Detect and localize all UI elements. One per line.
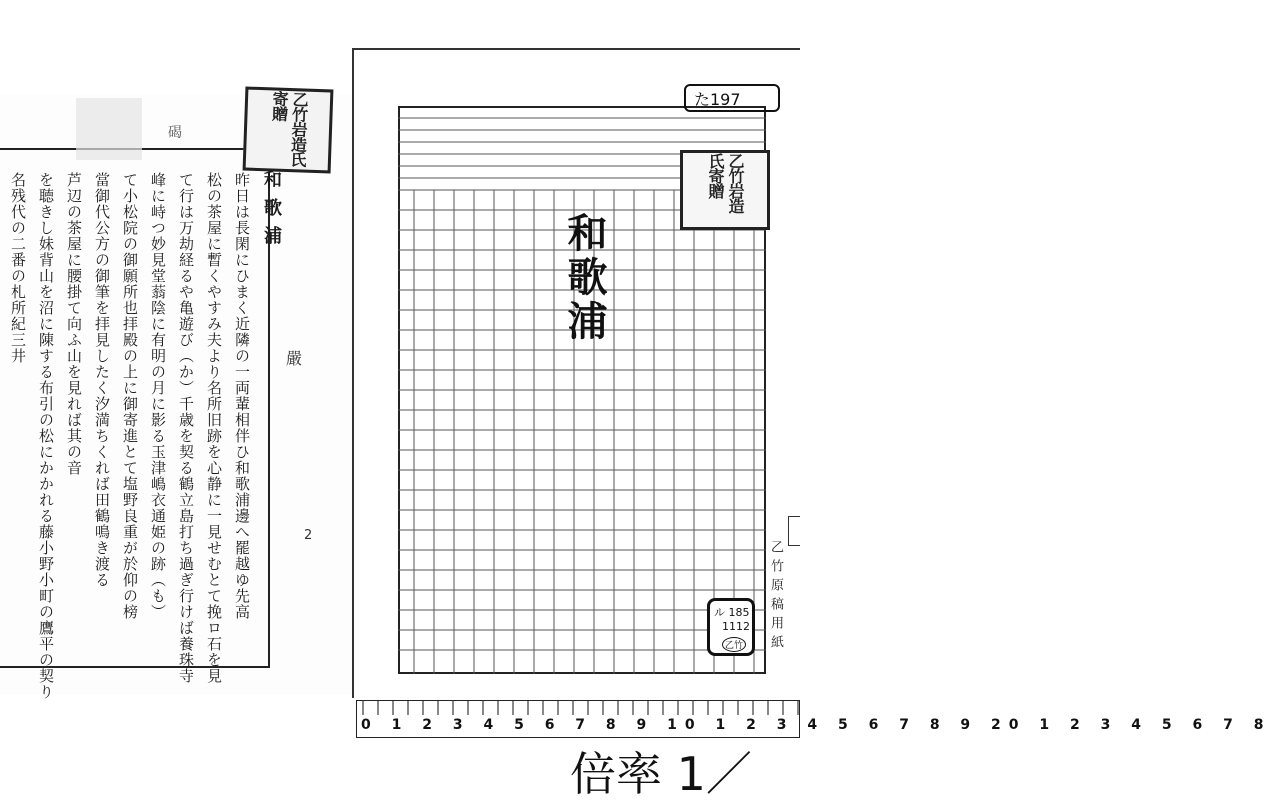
right-seal-text: 乙竹岩造氏寄贈: [706, 153, 745, 213]
shelf-label-line-2: 1112: [722, 620, 750, 633]
manuscript-column-5: て小松院の御願所也拝殿の上に御寄進とて塩野良重が於仰の榜: [121, 172, 139, 620]
shelf-label: [707, 598, 755, 656]
magnification-label: 倍率 1／: [570, 747, 752, 801]
margin-note: 嚴: [286, 349, 303, 368]
right-library-seal: [680, 150, 770, 230]
margin-number: 2: [304, 528, 313, 543]
handwritten-title: 和歌浦: [561, 212, 608, 344]
left-library-seal: [243, 86, 334, 173]
right-edge-tab: [788, 516, 800, 546]
catalog-ref-number: た197: [694, 89, 741, 109]
manuscript-column-4: 峰に峙つ妙見堂蓊陰に有明の月に影る玉津嶋衣通姫の跡（も）: [149, 172, 167, 620]
shelf-label-line-1: ル 185: [714, 606, 750, 619]
left-seal-text: 乙竹岩造氏寄贈: [269, 90, 310, 167]
manuscript-column-9: 名残代の二番の札所紀三井: [9, 172, 27, 364]
manuscript-column-7: 芦辺の茶屋に腰掛て向ふ山を見れば其の音: [65, 172, 83, 476]
top-mark: 碣: [168, 125, 182, 141]
left-page-title: 和歌浦: [261, 170, 282, 254]
ruler-digits: 0 1 2 3 4 5 6 7 8 9 10 1 2 3 4 5 6 7 8 9 20 1 2 3 4 5 6 7 8: [361, 717, 1271, 733]
manuscript-column-6: 當御代公方の御筆を拝見したく汐満ちくれば田鶴鳴き渡る: [93, 172, 111, 588]
shelf-label-seal: 乙竹: [722, 637, 746, 652]
measurement-ruler: [356, 700, 1271, 738]
manuscript-column-8: を聴きし妹背山を沼に陳する布引の松にかかれる藤小野小町の鷹平の契り: [37, 172, 55, 700]
left-faded-stamp: [76, 98, 142, 160]
manuscript-column-1: 昨日は長閑にひまく近隣の一両輩相伴ひ和歌浦邊へ罷越ゆ先高: [233, 172, 251, 620]
catalog-ref-box: [684, 84, 780, 112]
paper-brand-label: 乙竹原稿用紙: [768, 540, 783, 654]
manuscript-column-3: て行は万劫経るや亀遊び（か）千歳を契る鶴立島打ち過ぎ行けば養珠寺: [177, 172, 195, 684]
ruler-ticks: [357, 701, 801, 717]
manuscript-column-2: 松の茶屋に暫くやすみ夫より名所旧跡を心静に一見せむとて挽ロ石を見: [205, 172, 223, 684]
